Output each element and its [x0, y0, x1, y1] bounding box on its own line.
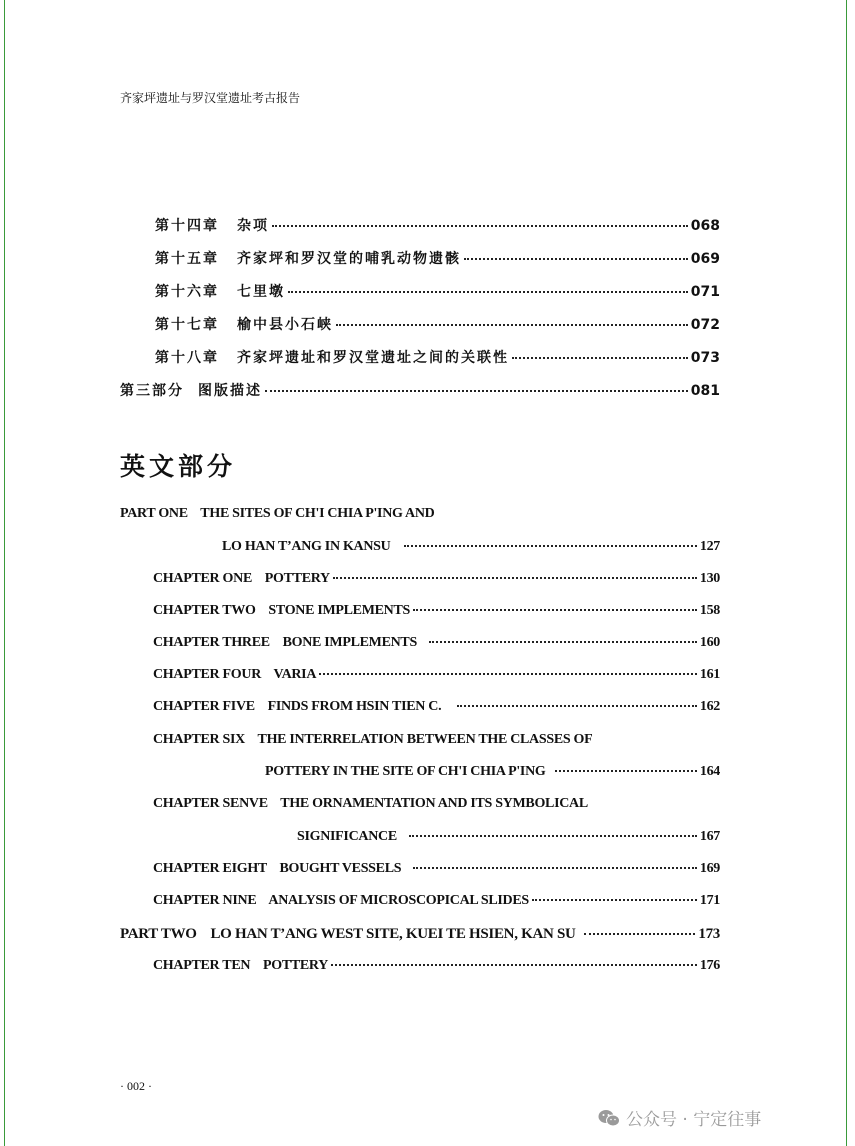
- toc-page: 171: [699, 893, 720, 908]
- toc-title: CHAPTER NINE ANALYSIS OF MICROSCOPICAL SLIDES: [153, 893, 529, 908]
- dot-leader: [319, 673, 697, 675]
- toc-label: 第十五章: [155, 251, 219, 267]
- toc-title: 榆中县小石峡: [237, 317, 333, 333]
- dot-leader: [331, 964, 697, 966]
- toc-page: 073: [690, 350, 720, 366]
- toc-title: CHAPTER TEN POTTERY: [153, 958, 329, 973]
- toc-page: 169: [699, 861, 720, 876]
- toc-title: SIGNIFICANCE: [297, 829, 397, 844]
- toc-label: 第十四章: [155, 218, 219, 234]
- toc-page: 130: [699, 571, 720, 586]
- toc-entry[interactable]: [155, 215, 720, 235]
- watermark: [598, 1105, 761, 1130]
- dot-leader: [413, 609, 697, 611]
- toc-entry[interactable]: [153, 571, 720, 587]
- toc-title: CHAPTER FIVE FINDS FROM HSIN TIEN C.: [153, 699, 442, 714]
- toc-entry[interactable]: [297, 829, 720, 845]
- wechat-icon: [598, 1109, 620, 1127]
- toc-entry[interactable]: [153, 893, 720, 909]
- dot-leader: [532, 899, 697, 901]
- watermark-text: 公众号 · 宁定往事: [626, 1110, 762, 1130]
- toc-label: 第十六章: [155, 284, 219, 300]
- section-heading-english: 英文部分: [120, 452, 237, 481]
- toc-page: 176: [699, 958, 720, 973]
- dot-leader: [413, 867, 697, 869]
- dot-leader: [333, 577, 697, 579]
- toc-title: CHAPTER ONE POTTERY: [153, 571, 330, 586]
- toc-title: 七里墩: [237, 284, 285, 300]
- dot-leader: [512, 357, 688, 359]
- toc-entry[interactable]: [153, 667, 720, 683]
- toc-entry[interactable]: [265, 764, 720, 780]
- toc-label: 第十八章: [155, 350, 219, 366]
- toc-title: LO HAN T’ANG IN KANSU: [222, 539, 391, 554]
- page-border-left: [4, 0, 5, 1146]
- toc-page: 072: [690, 317, 720, 333]
- dot-leader: [409, 835, 697, 837]
- dot-leader: [272, 225, 688, 227]
- toc-page: 127: [699, 539, 720, 554]
- toc-page: 162: [699, 699, 720, 714]
- toc-title: 齐家坪遗址和罗汉堂遗址之间的关联性: [237, 350, 509, 366]
- dot-leader: [457, 705, 697, 707]
- toc-page: 081: [690, 383, 720, 399]
- running-head: 齐家坪遗址与罗汉堂遗址考古报告: [120, 91, 301, 105]
- toc-title: CHAPTER TWO STONE IMPLEMENTS: [153, 603, 411, 618]
- toc-entry[interactable]: [153, 958, 720, 974]
- toc-entry[interactable]: [155, 314, 720, 334]
- toc-title: 图版描述: [198, 383, 262, 399]
- toc-page: 068: [690, 218, 720, 234]
- toc-title: POTTERY IN THE SITE OF CH'I CHIA P'ING: [265, 764, 546, 779]
- toc-title: CHAPTER FOUR VARIA: [153, 667, 317, 682]
- toc-entry-part-one[interactable]: [222, 539, 720, 555]
- dot-leader: [265, 390, 688, 392]
- toc-title: 杂项: [237, 218, 269, 234]
- toc-page: 167: [699, 829, 720, 844]
- toc-title: CHAPTER EIGHT BOUGHT VESSELS: [153, 861, 402, 876]
- dot-leader: [555, 770, 696, 772]
- toc-entry[interactable]: [155, 281, 720, 301]
- dot-leader: [464, 258, 688, 260]
- dot-leader: [336, 324, 688, 326]
- toc-page: 161: [699, 667, 720, 682]
- toc-title: PART TWO LO HAN T’ANG WEST SITE, KUEI TE HSIEN, KAN SU: [120, 926, 576, 942]
- toc-entry-part-two[interactable]: [120, 926, 720, 943]
- toc-page: 071: [690, 284, 720, 300]
- chapter-six-title[interactable]: CHAPTER SIX THE INTERRELATION BETWEEN THE CLASSES OF: [153, 732, 593, 747]
- dot-leader: [404, 545, 696, 547]
- dot-leader: [429, 641, 697, 643]
- toc-entry[interactable]: [153, 635, 720, 651]
- toc-label: 第十七章: [155, 317, 219, 333]
- toc-title: 齐家坪和罗汉堂的哺乳动物遗骸: [237, 251, 461, 267]
- dot-leader: [584, 933, 696, 935]
- toc-entry[interactable]: [153, 861, 720, 877]
- page-border-right: [846, 0, 847, 1146]
- toc-page: 164: [699, 764, 720, 779]
- dot-leader: [288, 291, 688, 293]
- toc-page: 158: [699, 603, 720, 618]
- part-one-title[interactable]: PART ONE THE SITES OF CH'I CHIA P'ING AND: [120, 506, 435, 521]
- toc-entry[interactable]: [153, 603, 720, 619]
- toc-label: 第三部分: [120, 383, 184, 399]
- toc-page: 069: [690, 251, 720, 267]
- toc-entry-part-three[interactable]: [120, 380, 720, 400]
- page-number: · 002 ·: [120, 1079, 152, 1093]
- toc-page: 160: [699, 635, 720, 650]
- toc-title: CHAPTER THREE BONE IMPLEMENTS: [153, 635, 417, 650]
- chapter-seven-title[interactable]: CHAPTER SENVE THE ORNAMENTATION AND ITS SYMBOLICAL: [153, 796, 588, 811]
- toc-entry[interactable]: [153, 699, 720, 715]
- toc-entry[interactable]: [155, 248, 720, 268]
- toc-entry[interactable]: [155, 347, 720, 367]
- toc-page: 173: [698, 926, 720, 942]
